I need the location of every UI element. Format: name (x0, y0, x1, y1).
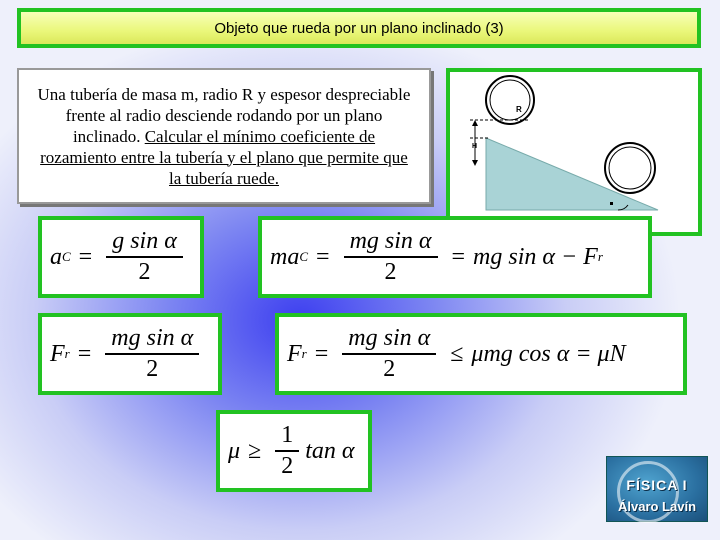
eq2-fraction (344, 229, 438, 285)
equation-result (216, 410, 372, 492)
slide-title-bar (17, 8, 701, 48)
equation-newton (258, 216, 652, 298)
equation-friction (38, 313, 222, 395)
pipe-top (486, 76, 534, 124)
eq2-rhs-sub: r (597, 249, 603, 264)
fisica-logo (606, 456, 708, 522)
problem-statement (33, 84, 415, 189)
equation-friction-inequality (275, 313, 687, 395)
eq5-fraction (275, 423, 299, 479)
incline-plane (486, 138, 658, 210)
eq1-denominator: 2 (138, 259, 151, 285)
equation-acceleration (38, 216, 204, 298)
eq4-lhs: F (287, 340, 302, 367)
pipe-bottom-inner (609, 147, 651, 189)
eq1-numerator: g sin α (106, 229, 183, 258)
eq2-lhs: ma (270, 243, 300, 270)
eq4-fraction (342, 326, 436, 382)
pipe-bottom (605, 143, 655, 193)
label-H: H (472, 143, 478, 150)
eq4-leq: ≤ (450, 340, 464, 367)
eq5-numerator: 1 (275, 423, 299, 452)
eq1-lhs: a (50, 243, 62, 270)
height-arrow-head-down (472, 160, 478, 166)
pipe-top-inner (490, 80, 530, 120)
incline-diagram (450, 72, 698, 232)
angle-mark (610, 202, 613, 205)
eq3-denominator: 2 (146, 356, 159, 382)
eq4-numerator: mg sin α (342, 326, 436, 355)
eq3-fraction (105, 326, 199, 382)
eq5-rhs: tan α (305, 437, 355, 464)
eq3-lhs: F (50, 340, 65, 367)
eq3-numerator: mg sin α (105, 326, 199, 355)
slide-title: Objeto que rueda por un plano inclinado (3) (214, 19, 504, 37)
problem-statement-box (17, 68, 431, 204)
problem-text: Una tubería de masa m, radio R y espesor despreciable frente al radio desciende rodando por un plano inclinado. (37, 84, 411, 146)
eq1-equals: = (78, 243, 93, 270)
eq2-rhs: mg sin α − F (473, 243, 598, 270)
eq3-equals: = (77, 340, 92, 367)
height-arrow-head-up (472, 120, 478, 126)
eq1-fraction (106, 229, 183, 285)
incline-figure (446, 68, 702, 236)
eq5-denominator: 2 (281, 453, 294, 479)
eq2-lhs-sub: C (299, 249, 309, 264)
logo-line1: FÍSICA I (626, 477, 688, 493)
eq5-geq: ≥ (248, 437, 262, 464)
eq4-lhs-sub: r (301, 346, 307, 361)
eq2-numerator: mg sin α (344, 229, 438, 258)
eq4-denominator: 2 (383, 356, 396, 382)
eq2-equals-2: = (451, 243, 466, 270)
logo-line2: Álvaro Lavín (617, 499, 697, 514)
label-R: R (516, 105, 522, 114)
eq4-equals: = (314, 340, 329, 367)
eq1-lhs-sub: C (62, 249, 71, 264)
eq4-rhs: μmg cos α = μN (471, 340, 626, 367)
problem-question: Calcular el mínimo coeficiente de rozamiento entre la tubería y el plano que permite que la tubería ruede. (40, 126, 408, 188)
eq5-lhs: μ (228, 437, 241, 464)
eq3-lhs-sub: r (64, 346, 70, 361)
eq2-equals: = (316, 243, 330, 270)
eq2-denominator: 2 (384, 259, 397, 285)
